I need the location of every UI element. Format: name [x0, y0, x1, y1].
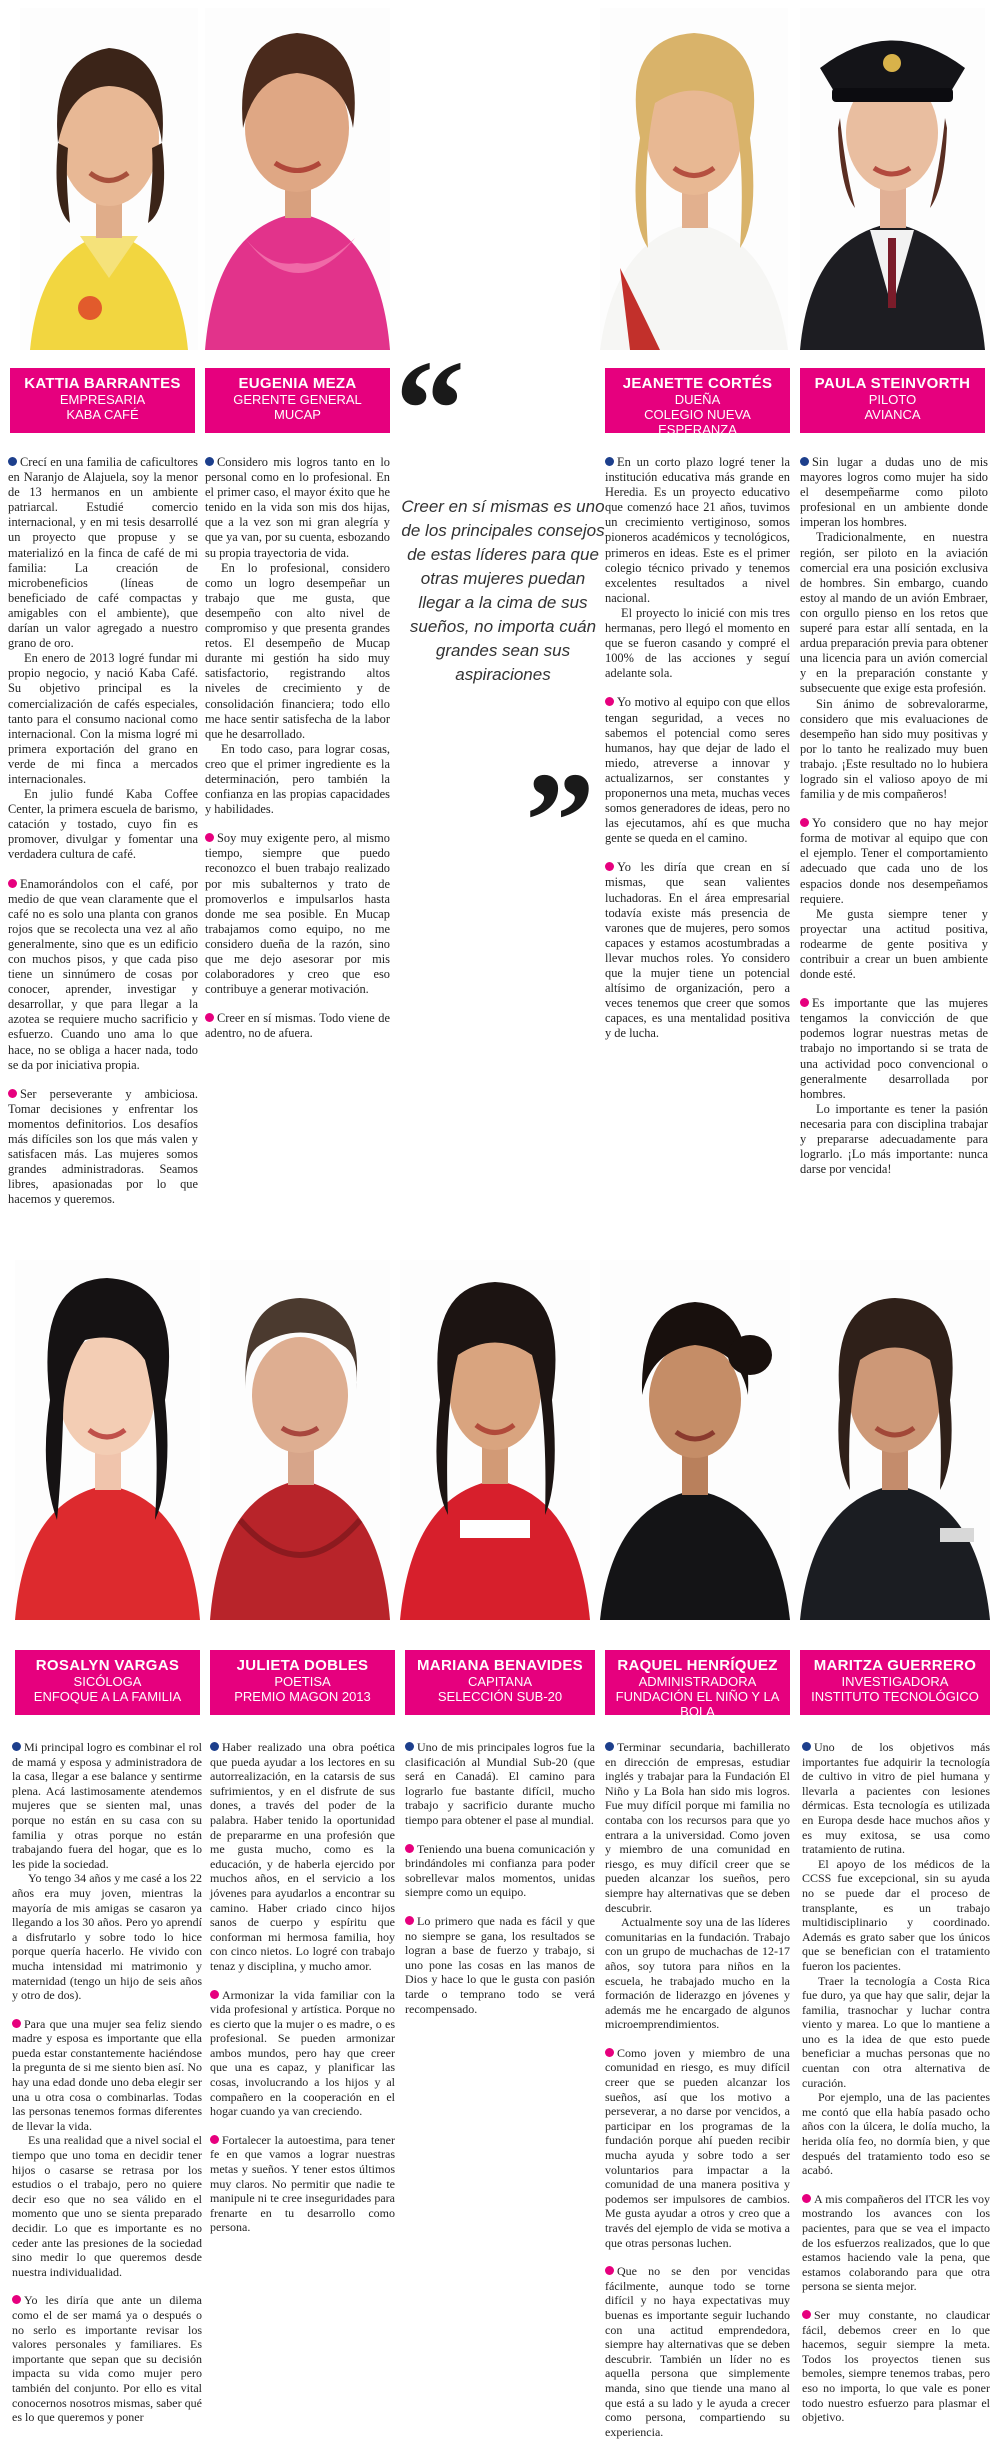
article-section: [605, 2046, 790, 2250]
profile-name: MARIANA BENAVIDES: [417, 1657, 583, 1674]
photo-mariana-benavides: [400, 1260, 590, 1620]
article-column-kattia-barrantes: [8, 455, 198, 1208]
paragraph-text: Haber realizado una obra poética que pueda ayudar a los lectores en su autorrealización, en la catarsis de sus sufrimientos, y en el disfrute de sus dones, a través del poder de la palabra. Haber tenido la oportunidad de prepararme en una profesión que me gusta mucho, como es la educación, y de haberla ejercido por muchos años, en el servicio a los jóvenes para ayudarlos a encontrar su camino. Haber criado cinco hijos sanos de cuerpo y espíritu que conforman mi hermosa familia, hoy con cinco nietos. Lo logré con trabajo tenaz y disciplina, y mucho amor.: [210, 1740, 395, 1973]
paragraph-text: Yo les diría que ante un dilema como el de ser mamá ya o después o no serlo es importante revisar los valores personales y familiares. Es importante que sepan que su decisión impacta su vida como mujer pero también del conjunto. Por ello es vital conocernos nosotros mismas, saber qué es lo que queremos y poner: [12, 2293, 202, 2425]
photo-jeanette-cortes: [600, 8, 788, 350]
article-paragraph: [8, 1087, 198, 1208]
article-section: [605, 695, 790, 846]
profile-organization: PREMIO MAGON 2013: [234, 1689, 371, 1704]
bullet-dot-icon: [605, 1742, 614, 1751]
paragraph-text: Uno de los objetivos más importantes fue adquirir la tecnología de cultivo in vitro de piel humana y llevarla a pacientes con lesiones dérmicas. Esta tecnología es utilizada en Europa desde hace muchos años y es muy exitosa, se usa como tratamiento de rutina.: [802, 1740, 990, 1857]
nameplate-maritza-guerrero: [800, 1650, 990, 1715]
portrait-image: [15, 1260, 200, 1620]
article-paragraph: [802, 1857, 990, 1974]
article-paragraph: [605, 1740, 790, 1915]
profile-role: GERENTE GENERAL: [233, 392, 362, 407]
bullet-dot-icon: [405, 1844, 414, 1853]
article-paragraph: [802, 2090, 990, 2178]
article-section: [8, 1087, 198, 1208]
paragraph-text: Me gusta siempre tener y proyectar una actitud positiva, rodearme de gente positiva y contribuir a crear un buen ambiente donde esté.: [800, 906, 988, 982]
profile-organization: MUCAP: [274, 407, 321, 422]
profile-name: RAQUEL HENRÍQUEZ: [617, 1657, 778, 1674]
article-section: [605, 1740, 790, 2032]
bullet-dot-icon: [8, 1089, 17, 1098]
article-paragraph: [12, 2017, 202, 2134]
article-column-rosalyn-vargas: [12, 1740, 202, 2425]
article-paragraph: [605, 2046, 790, 2250]
paragraph-text: Considero mis logros tanto en lo personal como en lo profesional. En el primer caso, el mayor éxito que he tenido en la vida son mis dos hijas, que a la vez son mi gran alegría y que ya van, por su cuenta, esbozando su propia trayectoria de vida.: [205, 455, 390, 560]
paragraph-text: Teniendo una buena comunicación y brindándoles mi confianza para poder sobrellevar malos momentos, unidas siempre como un equipo.: [405, 1841, 595, 1900]
paragraph-text: En un corto plazo logré tener la institución educativa más grande en Heredia. Es un proyecto educativo que comenzó hace 21 años, tuvimos un crecimiento vertiginoso, somos pioneros académicos y tecnológicos, primeros en ideas. Este es el primer colegio técnico privado y tenemos excelentes resultados a nivel nacional.: [605, 455, 790, 605]
paragraph-text: Que no se den por vencidas fácilmente, aunque todo se torne difícil y no haya expectativas muy buenas es importante seguir luchando con una actitud emprendedora, siempre hay alternativas que se deben descubrir. También un líder no es aquella persona que simplemente manda, sino que tiende una mano al que está a su lado y le ayuda a crecer como persona, compartiendo su experiencia.: [605, 2264, 790, 2439]
paragraph-text: Uno de mis principales logros fue la clasificación al Mundial Sub-20 (que será en Canadá). El camino para lograrlo fue bastante difícil, mucho trabajo y sacrificio durante mucho tiempo para obtener el pase al mundial.: [405, 1740, 595, 1827]
profile-organization: INSTITUTO TECNOLÓGICO: [811, 1689, 979, 1704]
profile-organization: ENFOQUE A LA FAMILIA: [33, 1689, 182, 1704]
bullet-dot-icon: [8, 457, 17, 466]
article-column-raquel-henriquez: [605, 1740, 790, 2439]
article-paragraph: [605, 860, 790, 1041]
paragraph-text: En enero de 2013 logré fundar mi propio negocio, y nació Kaba Café. Su objetivo principal es la comercialización de cafés especiales, tanto para el consumo nacional como internacional. Con la misma logré mi primera exportación del grano en verde de mi finca a mercados internacionales.: [8, 651, 198, 786]
profile-name: EUGENIA MEZA: [238, 375, 357, 392]
paragraph-text: Traer la tecnología a Costa Rica fue duro, ya que hay que salir, dejar la familia, trasnochar y luchar contra viento y marea. Lo que lo mantiene a uno es la idea de que esto puede beneficiar a muchas personas que no cuentan con otra alternativa de curación.: [802, 1973, 990, 2090]
article-paragraph: [605, 455, 790, 606]
article-paragraph: [210, 1740, 395, 1974]
paragraph-text: Yo les diría que crean en sí mismas, que sean valientes luchadoras. En el área empresarial todavía existe más presencia de varones que de mujeres, pero somos capaces y estamos acostumbradas a llevar muchos roles. Yo considero que la mujer tiene un potencial altísimo de organización, pero a veces tenemos que creer que somos capaces, es una mentalidad positiva y de lucha.: [605, 860, 790, 1041]
bullet-dot-icon: [802, 2310, 811, 2319]
article-section: [205, 1011, 390, 1041]
bullet-dot-icon: [800, 457, 809, 466]
article-section: [210, 2133, 395, 2235]
profile-name: JEANETTE CORTÉS: [622, 375, 773, 392]
paragraph-text: Para que una mujer sea feliz siendo madre y esposa es importante que ella pueda estar constantemente haciéndose la pregunta de si me siento bien así. No hay una edad donde uno deba elegir ser una u otra cosa o combinarlas. Todas las personas tenemos formas diferentes de llevar la vida.: [12, 2016, 202, 2133]
profile-organization: SELECCIÓN SUB-20: [437, 1689, 563, 1704]
paragraph-text: El apoyo de los médicos de la CCSS fue excepcional, sin su ayuda no se puede dar el proceso de transplante, es un trabajo multidisciplinario y coordinado. Además es grato saber que los únicos que se benefician con el tratamiento fueron los pacientes.: [802, 1856, 990, 1973]
paragraph-text: Por ejemplo, una de las pacientes me contó que ella había pasado ocho años con la úlcera, le dolía mucho, la herida olía feo, no dormía bien, y que después del tratamiento todo eso se acabó.: [802, 2090, 990, 2178]
paragraph-text: En todo caso, para lograr cosas, creo que el primer ingrediente es la determinación, pero también la confianza en las propias capacidades y habilidades.: [205, 741, 390, 817]
article-column-maritza-guerrero: [802, 1740, 990, 2425]
article-section: [405, 1914, 595, 2016]
paragraph-text: A mis compañeros del ITCR les voy mostrando los avances con los pacientes, para que se vea el impacto de los esfuerzos realizados, que lo que estamos haciendo vale la pena, que estamos colaborando para que otra persona se sienta mejor.: [802, 2191, 990, 2294]
article-paragraph: [605, 1915, 790, 2032]
article-section: [605, 2264, 790, 2439]
paragraph-text: Actualmente soy una de las líderes comunitarias en la fundación. Trabajo con un grupo de muchachas de 12-17 años, soy tutora para niños en la escuela, he trabajado mucho en la formación de liderazgo en jóvenes y además me he encargado de algunos microemprendimientos.: [605, 1915, 790, 2032]
nameplate-jeanette-cortes: [605, 368, 790, 437]
article-paragraph: [205, 1011, 390, 1041]
open-quote-mark: “: [395, 332, 465, 487]
article-column-eugenia-meza: [205, 455, 390, 1041]
article-paragraph: [800, 455, 988, 530]
paragraph-text: Mi principal logro es combinar el rol de mamá y esposa y administradora de la casa, llegar a ese balance y sentirme plena. Acá lastimosamente atendemos mujeres que se sienten mal, unas porque no están en su casa con su familia y otras porque no están trabajando fuera del hogar, que es lo les pide la sociedad.: [12, 1740, 202, 1871]
bullet-dot-icon: [205, 833, 214, 842]
paragraph-text: Soy muy exigente pero, al mismo tiempo, siempre que puedo reconozco el buen trabajo realizado por mis subalternos y trato de promoverlos e impulsarlos hasta donde me sea posible. En Mucap trabajamos como equipo, no me considero dueña de la razón, sino que me dejo asesorar por mis colaboradores y creo que eso contribuye a generar motivación.: [205, 831, 390, 997]
article-paragraph: [12, 2293, 202, 2424]
article-paragraph: [12, 2133, 202, 2279]
portrait-image: [800, 8, 985, 350]
portrait-image: [205, 8, 390, 350]
bullet-dot-icon: [210, 1742, 219, 1751]
portrait-image: [210, 1260, 390, 1620]
nameplate-eugenia-meza: [205, 368, 390, 433]
article-paragraph: [605, 695, 790, 846]
article-section: [12, 2017, 202, 2280]
paragraph-text: Es importante que las mujeres tengamos la convicción de que podemos lograr nuestras metas de trabajo no importando si se trata de una actividad poco convencional o generalmente desarrollada por hombres.: [800, 996, 988, 1101]
nameplate-mariana-benavides: [405, 1650, 595, 1715]
profile-organization: KABA CAFÉ: [66, 407, 139, 422]
paragraph-text: Armonizar la vida familiar con la vida profesional y artística. Porque no es cierto que la mujer o es madre, o es profesional. Se pueden armonizar ambos mundos, pero hay que creer que una es capaz, y planificar las cosas, involucrando a los hijos y al compañero en la cooperación en el hogar cuando ya van creciendo.: [210, 1987, 395, 2119]
article-paragraph: [605, 2264, 790, 2439]
article-section: [605, 860, 790, 1041]
article-paragraph: [210, 1988, 395, 2119]
bullet-dot-icon: [802, 1742, 811, 1751]
paragraph-text: Sin lugar a dudas uno de mis mayores logros como mujer ha sido el desempeñarme como piloto profesional en un ambiente donde imperan los hombres.: [800, 455, 988, 530]
article-section: [800, 455, 988, 802]
article-paragraph: [205, 455, 390, 561]
bullet-dot-icon: [205, 457, 214, 466]
nameplate-kattia-barrantes: [10, 368, 195, 433]
profile-organization: COLEGIO NUEVA ESPERANZA: [644, 407, 751, 437]
paragraph-text: Yo motivo al equipo con que ellos tengan seguridad, a veces no sabemos el potencial como seres humanos, hay que dejar de lado el miedo, atreverse a innovar y actualizarnos, ser constantes y proponernos una meta, muchas veces somos generadores de ideas, pero no las ejecutamos, ahí es que mucha gente se queda en el camino.: [605, 695, 790, 846]
bullet-dot-icon: [12, 2295, 21, 2304]
paragraph-text: Ser perseverante y ambiciosa. Tomar decisiones y enfrentar los momentos definitorios. Los desafíos más difíciles son los que más valen y satisfacen más. Las mujeres somos grandes administradoras. Seamos libres, apasionadas por lo que hacemos y queremos.: [8, 1086, 198, 1207]
bullet-dot-icon: [405, 1742, 414, 1751]
article-paragraph: [8, 651, 198, 787]
article-paragraph: [405, 1740, 595, 1828]
bullet-dot-icon: [800, 818, 809, 827]
article-paragraph: [802, 2308, 990, 2425]
bullet-dot-icon: [800, 998, 809, 1007]
photo-maritza-guerrero: [800, 1260, 990, 1620]
article-section: [800, 816, 988, 982]
profile-role: SICÓLOGA: [73, 1674, 142, 1689]
article-section: [405, 1740, 595, 1828]
photo-kattia-barrantes: [20, 8, 198, 350]
profile-role: POETISA: [274, 1674, 331, 1689]
article-section: [205, 455, 390, 817]
portrait-image: [20, 8, 198, 350]
article-paragraph: [205, 561, 390, 742]
profile-organization: FUNDACIÓN EL NIÑO Y LA BOLA: [615, 1689, 780, 1719]
article-column-julieta-dobles: [210, 1740, 395, 2235]
paragraph-text: Tradicionalmente, en nuestra región, ser piloto en la aviación comercial era una posición exclusiva de hombres. Sin embargo, cuando estoy al mando de un avión Embraer, con orgullo pienso en los retos que superé para estar allí sentada, en la ardua preparación previa para obtener una licencia para un avión comercial y en la preparación constante y subsecuente que exige esta profesión.: [800, 530, 988, 696]
article-paragraph: [405, 1914, 595, 2016]
profile-role: DUEÑA: [674, 392, 721, 407]
article-section: [210, 1740, 395, 1974]
article-paragraph: [800, 907, 988, 982]
profile-role: CAPITANA: [467, 1674, 533, 1689]
article-paragraph: [800, 530, 988, 696]
close-quote-mark: ”: [525, 744, 595, 899]
article-paragraph: [802, 1974, 990, 2091]
paragraph-text: Creer en sí mismas. Todo viene de adentro, no de afuera.: [205, 1011, 390, 1041]
nameplate-rosalyn-vargas: [15, 1650, 200, 1715]
article-section: [12, 2293, 202, 2424]
photo-raquel-henriquez: [600, 1260, 790, 1620]
article-paragraph: [800, 816, 988, 907]
article-paragraph: [802, 1740, 990, 1857]
article-section: [210, 1988, 395, 2119]
article-section: [802, 2308, 990, 2425]
article-paragraph: [802, 2192, 990, 2294]
photo-paula-steinvorth: [800, 8, 985, 350]
portrait-image: [400, 1260, 590, 1620]
article-section: [802, 1740, 990, 2178]
article-paragraph: [12, 1740, 202, 1871]
paragraph-text: Terminar secundaria, bachillerato en dirección de empresas, estudiar inglés y trabajar para la Fundación El Niño y La Bola han sido mis logros. Fue muy difícil porque mi familia no contaba con los recursos para que yo entrara a la universidad. Como joven y miembro de una comunidad en riesgo, es muy difícil creer que se pueden alcanzar los sueños, pero siempre hay alternativas que se deben descubrir.: [605, 1740, 790, 1915]
bullet-dot-icon: [605, 2048, 614, 2057]
profile-organization: AVIANCA: [864, 407, 921, 422]
article-paragraph: [800, 996, 988, 1102]
article-paragraph: [205, 831, 390, 997]
paragraph-text: Lo primero que nada es fácil y que no siempre se gana, los resultados se logran a base de fuerzo y trabajo, si uno pone las cosas en las manos de Dios y hace lo que le gusta con pasión tarde o temprano todo se verá recompensado.: [405, 1913, 595, 2016]
article-paragraph: [405, 1842, 595, 1900]
profile-role: INVESTIGADORA: [841, 1674, 949, 1689]
nameplate-paula-steinvorth: [800, 368, 985, 433]
profile-role: EMPRESARIA: [59, 392, 146, 407]
profile-name: ROSALYN VARGAS: [35, 1657, 180, 1674]
paragraph-text: Es una realidad que a nivel social el tiempo que uno toma en decidir tener hijos o casarse se retrasa por los estudios o el trabajo, pero no quiere decir eso que no sea válido en el momento que uno se sienta preparado decidir. Lo que es importante es no ceder ante las presiones de la sociedad sino medir lo que queremos desde nuestra individualidad.: [12, 2133, 202, 2279]
nameplate-raquel-henriquez: [605, 1650, 790, 1719]
article-paragraph: [210, 2133, 395, 2235]
paragraph-text: Yo considero que no hay mejor forma de motivar al equipo que con el ejemplo. Tener el comportamiento adecuado que cada uno de los espacios donde nos desempeñamos requiere.: [800, 816, 988, 906]
paragraph-text: Ser muy constante, no claudicar fácil, debemos creer en lo que hacemos, seguir siempre la meta. Todos los proyectos tienen sus bemoles, siempre tenemos trabas, pero eso no importa, lo que vale es poner todo nuestro esfuerzo para plasmar el objetivo.: [802, 2307, 990, 2425]
article-paragraph: [8, 877, 198, 1073]
bullet-dot-icon: [605, 457, 614, 466]
paragraph-text: En julio fundé Kaba Coffee Center, la primera escuela de barismo, catación y tostado, cuyo fin es promover, divulgar y fomentar una verdadera cultura de café.: [8, 787, 198, 862]
profile-name: PAULA STEINVORTH: [814, 375, 971, 392]
article-paragraph: [205, 742, 390, 817]
article-paragraph: [12, 1871, 202, 2002]
article-column-jeanette-cortes: [605, 455, 790, 1041]
paragraph-text: Crecí en una familia de caficultores en Naranjo de Alajuela, soy la menor de 13 hermanos en un ambiente patriarcal. Estudié comercio internacional, y en mi tesis desarrollé un proyecto que propuse y se materializó en la finca de café de mi familia: La creación de microbeneficios (líneas de beneficiado de café compactas y amigables con el ambiente), que darían un valor agregado a nuestro grano de oro.: [8, 455, 198, 651]
bullet-dot-icon: [210, 2135, 219, 2144]
article-section: [12, 1740, 202, 2003]
bullet-dot-icon: [12, 1742, 21, 1751]
profile-role: PILOTO: [868, 392, 917, 407]
paragraph-text: Enamorándolos con el café, por medio de que vean claramente que el café no es solo una planta con granos rojos que se recolecta una vez al año generalmente, sino que es un edificio con muchos pisos, y que cada piso tiene un sinnúmero de cosas por conocer, aprender, investigar y desarrollar, y que para llegar a la azotea se requiere mucho sacrificio y esfuerzo. Cuando uno ama lo que hace, no se obliga a hacer nada, todo se da por iniciativa propia.: [8, 876, 198, 1072]
article-section: [205, 831, 390, 997]
profile-name: KATTIA BARRANTES: [24, 375, 181, 392]
article-paragraph: [8, 455, 198, 651]
nameplate-julieta-dobles: [210, 1650, 395, 1715]
paragraph-text: Como joven y miembro de una comunidad en riesgo, es muy difícil creer que se pueden alcanzar los sueños, así que los motivo a perseverar, a no darse por vencidos, a participar en los programas de la fundación porque ahí pueden recibir mucha ayuda y sobre todo a ser voluntarios para impactar a la comunidad de una manera positiva y podemos ser impulsores de cambios. Me gusta ayudar a otros y creo que a través del ejemplo de vida se motiva a que otras personas luchen.: [605, 2045, 790, 2250]
bullet-dot-icon: [405, 1916, 414, 1925]
article-section: [605, 455, 790, 681]
bullet-dot-icon: [8, 879, 17, 888]
bullet-dot-icon: [12, 2019, 21, 2028]
article-column-mariana-benavides: [405, 1740, 595, 2016]
bullet-dot-icon: [205, 1013, 214, 1022]
bullet-dot-icon: [605, 2266, 614, 2275]
portrait-image: [800, 1260, 990, 1620]
portrait-image: [600, 1260, 790, 1620]
paragraph-text: El proyecto lo inicié con mis tres hermanas, pero llegó el momento en que se fueron casando y compré el 100% de las acciones y seguí adelante sola.: [605, 605, 790, 681]
article-section: [800, 996, 988, 1177]
photo-julieta-dobles: [210, 1260, 390, 1620]
portrait-image: [600, 8, 788, 350]
article-paragraph: [8, 787, 198, 862]
article-column-paula-steinvorth: [800, 455, 988, 1177]
article-paragraph: [605, 606, 790, 681]
bullet-dot-icon: [605, 862, 614, 871]
pull-quote: Creer en sí mismas es uno de los principales consejos de estas líderes para que otras mujeres puedan llegar a la cima de sus sueños, no importa cuán grandes sean sus aspiraciones: [401, 497, 605, 684]
paragraph-text: En lo profesional, considero como un logro desempeñar un trabajo que me gusta, que desempeño con alto nivel de compromiso y que presenta grandes retos. El desempeño de Mucap durante mi gestión ha sido muy satisfactorio, registrando altos niveles de crecimiento y de consolidación financiera; todo ello me hace sentir satisfecha de la labor que he desarrollado.: [205, 560, 390, 741]
profile-role: ADMINISTRADORA: [638, 1674, 757, 1689]
bullet-dot-icon: [802, 2194, 811, 2203]
article-section: [405, 1842, 595, 1900]
article-paragraph: [800, 697, 988, 803]
article-section: [8, 455, 198, 863]
photo-rosalyn-vargas: [15, 1260, 200, 1620]
bullet-dot-icon: [210, 1990, 219, 1999]
photo-eugenia-meza: [205, 8, 390, 350]
profile-name: JULIETA DOBLES: [236, 1657, 369, 1674]
paragraph-text: Lo importante es tener la pasión necesaria para con disciplina trabajar y prepararse adecuadamente para lograrlo. ¡Lo más importante: nunca darse por vencida!: [800, 1101, 988, 1177]
paragraph-text: Sin ánimo de sobrevalorarme, considero que mis evaluaciones de desempeño han sido muy positivas y por lo tanto he realizado muy buen trabajo. ¡Este resultado no lo hubiera logrado sin el valioso apoyo de mi familia y de mis compañeros!: [800, 696, 988, 802]
paragraph-text: Yo tengo 34 años y me casé a los 22 años era muy joven, mientras la mayoría de mis amigas se casaron ya llegando a los 30 años. Pero yo aprendí a disfrutarlo y sobre todo lo hice porque quería hacerlo. He vivido con mucha intensidad mi matrimonio y maternidad (tengo un hijo de seis años y otro de dos).: [12, 1871, 202, 2003]
paragraph-text: Fortalecer la autoestima, para tener fe en que vamos a lograr nuestras metas y sueños. Y tener estos últimos muy claros. No permitir que nadie te manipule ni te cree inseguridades para frenarte en tu desarrollo como persona.: [210, 2132, 395, 2235]
bullet-dot-icon: [605, 697, 614, 706]
article-section: [802, 2192, 990, 2294]
profile-name: MARITZA GUERRERO: [813, 1657, 977, 1674]
article-section: [8, 877, 198, 1073]
article-paragraph: [800, 1102, 988, 1177]
